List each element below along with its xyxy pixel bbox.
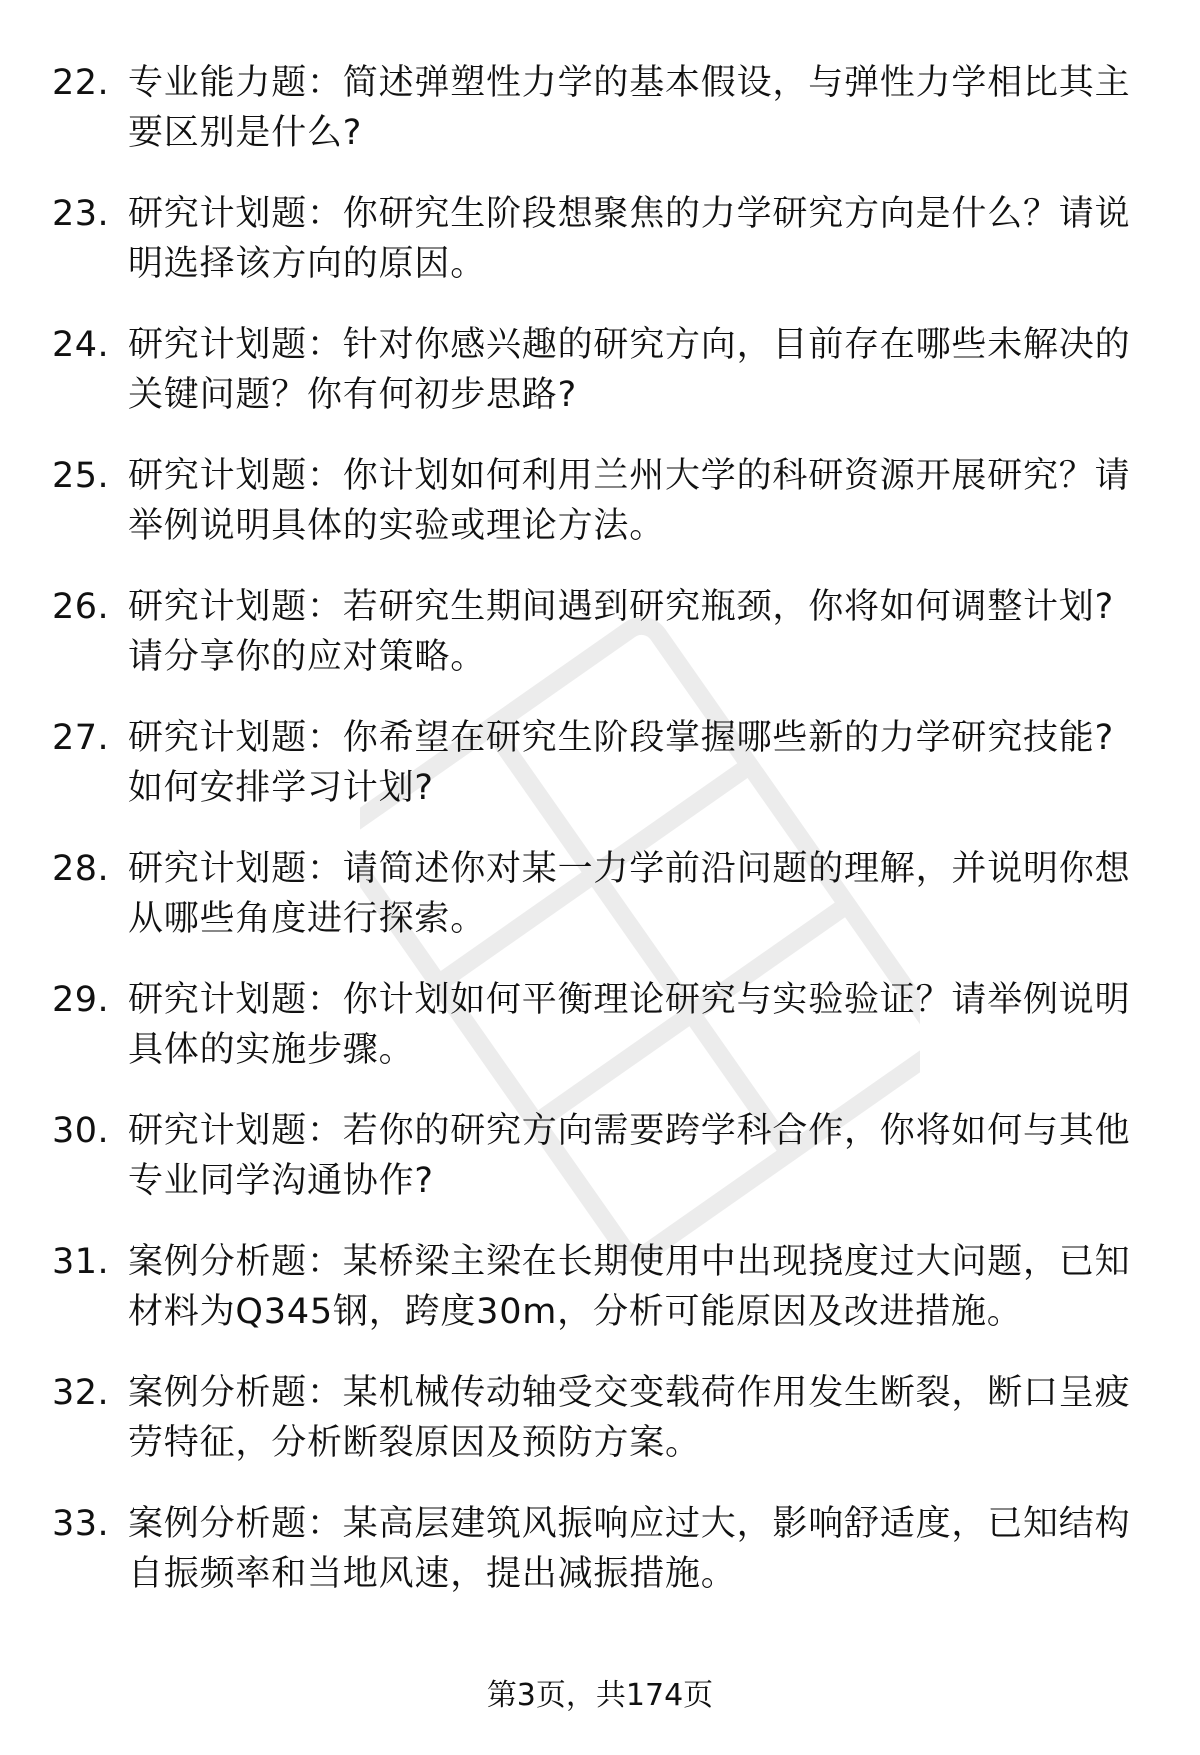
question-item	[52, 975, 1142, 1106]
question-number: 26.	[52, 587, 110, 627]
question-number: 23.	[52, 194, 110, 234]
question-text: 案例分析题：某机械传动轴受交变载荷作用发生断裂，断口呈疲劳特征，分析断裂原因及预防方案。	[128, 1373, 1131, 1463]
question-text: 专业能力题：简述弹塑性力学的基本假设，与弹性力学相比其主要区别是什么?	[128, 63, 1131, 153]
page-number-footer: 第3页，共174页	[486, 1678, 714, 1713]
question-item	[52, 713, 1142, 844]
question-text: 研究计划题：你计划如何利用兰州大学的科研资源开展研究？请举例说明具体的实验或理论方法。	[128, 456, 1131, 546]
question-text: 研究计划题：若你的研究方向需要跨学科合作，你将如何与其他专业同学沟通协作?	[128, 1111, 1131, 1201]
question-number: 30.	[52, 1111, 110, 1151]
question-number: 32.	[52, 1373, 110, 1413]
question-item	[52, 451, 1142, 582]
question-text: 研究计划题：针对你感兴趣的研究方向，目前存在哪些未解决的关键问题？你有何初步思路?	[128, 325, 1131, 415]
question-item	[52, 58, 1142, 189]
question-item	[52, 582, 1142, 713]
question-text: 研究计划题：若研究生期间遇到研究瓶颈，你将如何调整计划?请分享你的应对策略。	[128, 587, 1114, 677]
question-number: 33.	[52, 1504, 110, 1544]
question-text: 研究计划题：请简述你对某一力学前沿问题的理解，并说明你想从哪些角度进行探索。	[128, 849, 1131, 939]
question-text: 研究计划题：你研究生阶段想聚焦的力学研究方向是什么？请说明选择该方向的原因。	[128, 194, 1131, 284]
question-item	[52, 1237, 1142, 1368]
question-text: 研究计划题：你计划如何平衡理论研究与实验验证？请举例说明具体的实施步骤。	[128, 980, 1131, 1070]
question-number: 31.	[52, 1242, 110, 1282]
question-item	[52, 1368, 1142, 1499]
question-item	[52, 1499, 1142, 1630]
question-list	[52, 58, 1142, 1630]
question-item	[52, 1106, 1142, 1237]
question-number: 28.	[52, 849, 110, 889]
question-number: 25.	[52, 456, 110, 496]
question-number: 24.	[52, 325, 110, 365]
question-text: 案例分析题：某高层建筑风振响应过大，影响舒适度，已知结构自振频率和当地风速，提出减振措施。	[128, 1504, 1131, 1594]
question-text: 案例分析题：某桥梁主梁在长期使用中出现挠度过大问题，已知材料为Q345钢，跨度30m，分析可能原因及改进措施。	[128, 1242, 1131, 1332]
question-text: 研究计划题：你希望在研究生阶段掌握哪些新的力学研究技能?如何安排学习计划?	[128, 718, 1114, 808]
question-item	[52, 844, 1142, 975]
question-number: 27.	[52, 718, 110, 758]
question-number: 29.	[52, 980, 110, 1020]
question-item	[52, 189, 1142, 320]
question-number: 22.	[52, 63, 110, 103]
question-item	[52, 320, 1142, 451]
